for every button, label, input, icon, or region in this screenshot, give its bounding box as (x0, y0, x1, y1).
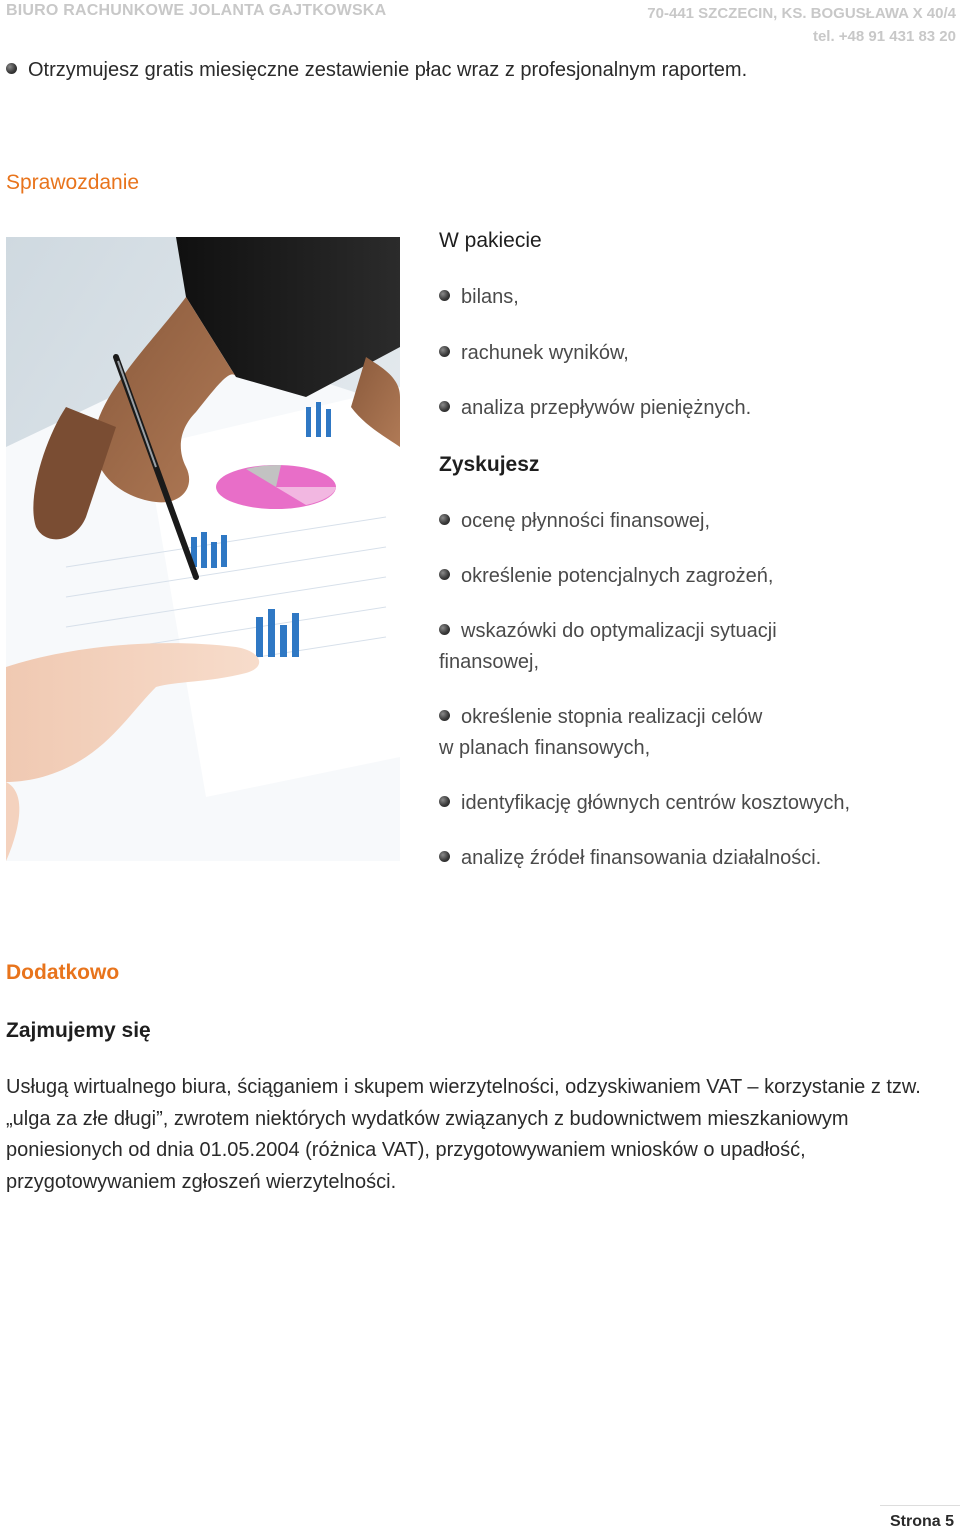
gain-item (439, 564, 773, 588)
intro-bullet (6, 58, 747, 82)
company-phone: tel. +48 91 431 83 20 (812, 28, 956, 45)
gain-item (439, 616, 777, 678)
intro-bullet-text: Otrzymujesz gratis miesięczne zestawienie płac wraz z profesjonalnym raportem. (28, 59, 748, 81)
gain-item-text: ocenę płynności finansowej, (461, 510, 711, 532)
gain-item (439, 702, 762, 764)
gain-item-text: określenie stopnia realizacji celów (461, 706, 763, 728)
bullet-icon (439, 796, 450, 807)
gain-title: Zyskujesz (439, 453, 540, 476)
bullet-icon (439, 290, 450, 301)
services-paragraph: Usługą wirtualnego biura, ściąganiem i skupem wierzytelności, odzyskiwaniem VAT – korzystanie z tzw. „ulga za złe długi”, zwrotem niektórych wydatków związanych z budownictwem mieszkaniowym poniesionych od dnia 01.05.2004 (różnica VAT), przygotowywaniem wniosków o upadłość, przygotowywaniem zgłoszeń wierzytelności. (6, 1076, 921, 1193)
gain-item (439, 791, 850, 815)
gain-item-text: określenie potencjalnych zagrożeń, (461, 565, 774, 587)
gain-item (439, 846, 821, 870)
package-item-text: bilans, (461, 286, 519, 308)
gain-item-text: analizę źródeł finansowania działalności. (461, 847, 822, 869)
bullet-icon (439, 569, 450, 580)
financial-analysis-photo (6, 237, 400, 861)
gain-item (439, 509, 710, 533)
package-title: W pakiecie (439, 229, 542, 252)
footer-divider (880, 1505, 960, 1506)
gain-item-text: finansowej, (439, 651, 540, 673)
company-address: 70-441 SZCZECIN, KS. BOGUSŁAWA X 40/4 (647, 5, 956, 22)
package-item (439, 341, 629, 365)
bullet-icon (439, 624, 450, 635)
page-number: Strona 5 (889, 1513, 954, 1530)
contact-info (647, 2, 956, 48)
section-title-sprawozdanie: Sprawozdanie (6, 171, 140, 194)
package-item (439, 285, 519, 309)
package-item-text: rachunek wyników, (461, 342, 629, 364)
package-item (439, 396, 751, 420)
bullet-icon (6, 63, 17, 74)
bullet-icon (439, 346, 450, 357)
dodatkowo-subtitle: Zajmujemy się (6, 1019, 151, 1042)
bullet-icon (439, 514, 450, 525)
bullet-icon (439, 401, 450, 412)
gain-item-text: wskazówki do optymalizacji sytuacji (461, 620, 777, 642)
bullet-icon (439, 710, 450, 721)
package-item-text: analiza przepływów pieniężnych. (461, 397, 752, 419)
gain-item-text: w planach finansowych, (439, 737, 651, 759)
company-name: BIURO RACHUNKOWE JOLANTA GAJTKOWSKA (6, 2, 387, 19)
section-title-dodatkowo: Dodatkowo (6, 961, 120, 984)
gain-item-text: identyfikację głównych centrów kosztowych, (461, 792, 851, 814)
bullet-icon (439, 851, 450, 862)
